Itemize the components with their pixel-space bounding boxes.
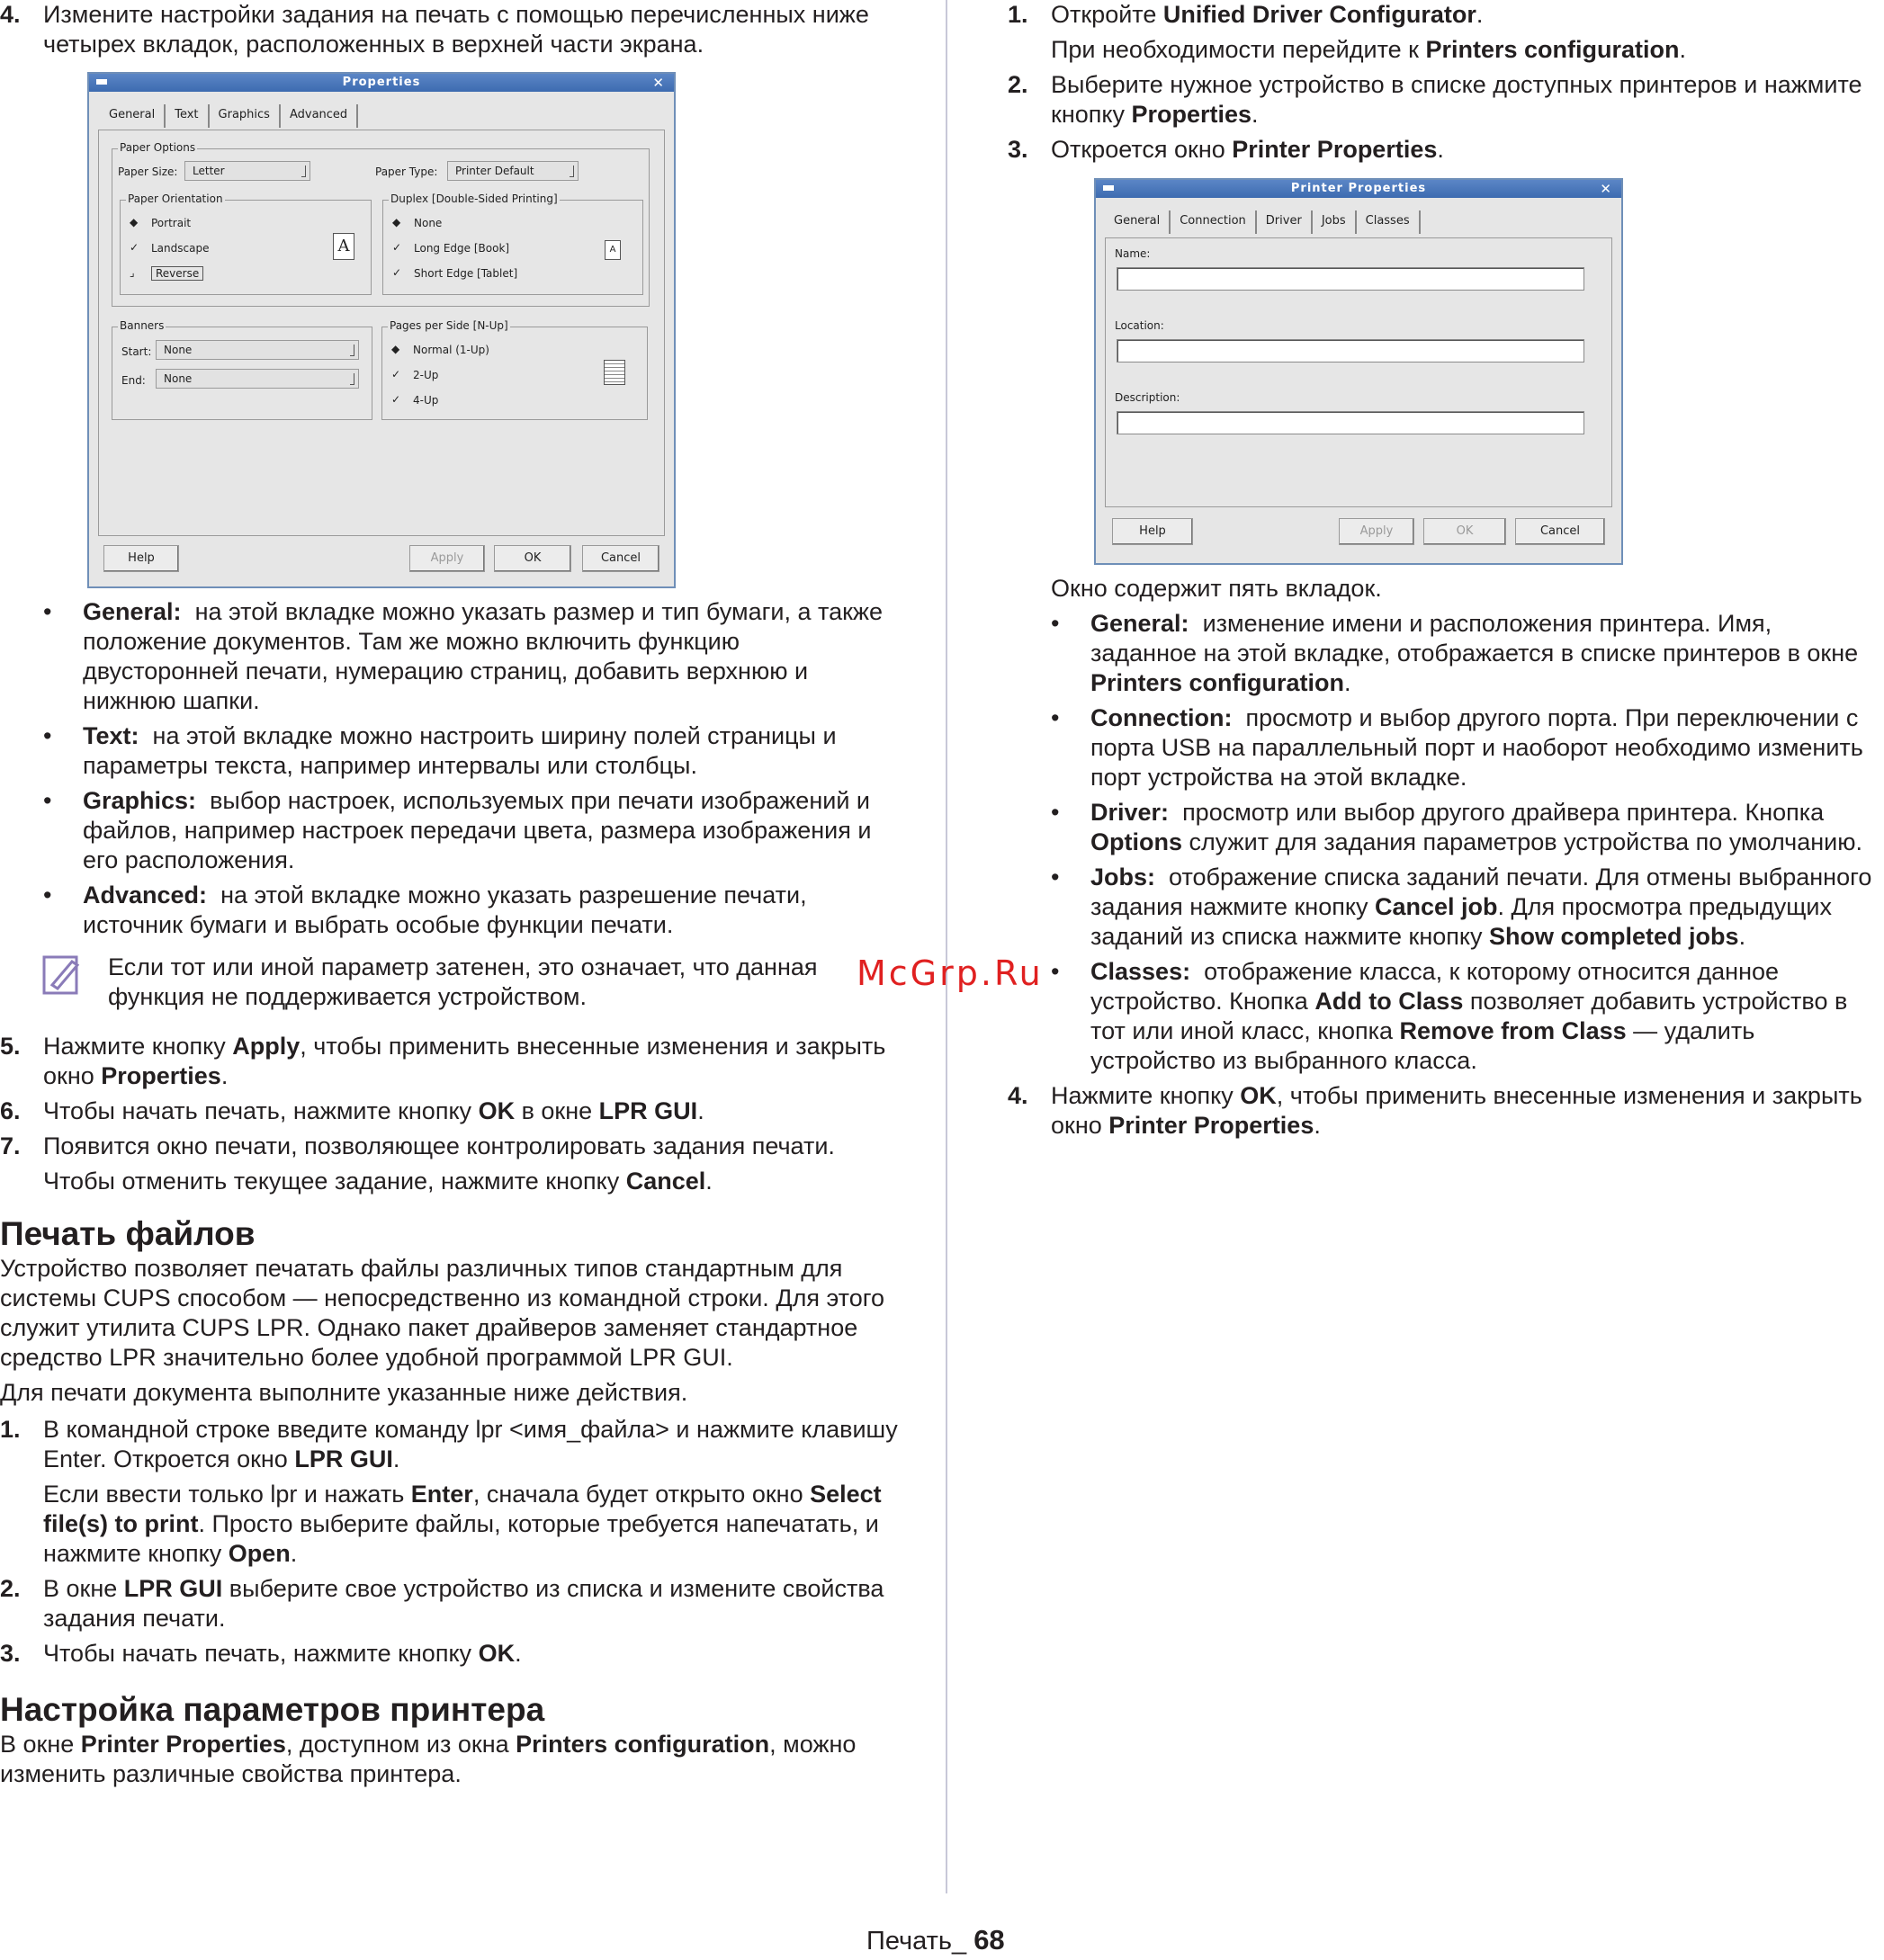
banners-group: Banners Start: None End: None — [112, 327, 372, 420]
nup-2up-radio[interactable]: ✓ 2-Up — [391, 368, 439, 381]
paper-size-select[interactable]: Letter — [184, 161, 310, 181]
paper-type-select[interactable]: Printer Default — [447, 161, 579, 181]
config-step-2: 2. Выберите нужное устройство в списке доступных принтеров и нажмите кнопку Properties. — [1008, 71, 1862, 128]
nup-preview-icon — [604, 360, 625, 385]
menu-icon[interactable] — [96, 79, 107, 85]
tab-classes[interactable]: Classes — [1357, 210, 1421, 234]
cancel-button[interactable]: Cancel — [582, 545, 659, 572]
left-column-lower — [0, 597, 900, 1789]
printer-properties-window — [1094, 178, 1623, 565]
paragraph-printer-properties: В окне Printer Properties, доступном из окна Printers configuration, можно изменить различные свойства принтера. — [0, 1731, 857, 1787]
duplex-long-edge-radio[interactable]: ✓ Long Edge [Book] — [392, 241, 510, 255]
step-5: 5. Нажмите кнопку Apply, чтобы применить внесенные изменения и закрыть окно Properties. — [0, 1033, 886, 1089]
left-column — [0, 0, 900, 59]
portrait-radio[interactable]: ◆ Portrait — [130, 216, 192, 229]
tabs-intro: Окно содержит пять вкладок. — [1051, 575, 1382, 602]
bullet-jobs: • Jobs: отображение списка заданий печати. Для отмены выбранного задания нажмите кнопку Cancel job. Для просмотра предыдущих заданий из списка нажмите кнопку Show completed jobs. — [1051, 864, 1872, 950]
watermark: McGrp.Ru — [857, 953, 1044, 993]
ok-button[interactable]: OK — [1423, 518, 1506, 545]
orientation-group: Paper Orientation ◆ Portrait ✓ Landscape ⌟ Reverse A — [120, 200, 372, 295]
tab-driver[interactable]: Driver — [1257, 210, 1313, 234]
tab-jobs[interactable]: Jobs — [1313, 210, 1357, 234]
tab-advanced[interactable]: Advanced — [281, 104, 358, 128]
cancel-button[interactable]: Cancel — [1515, 518, 1605, 545]
orientation-preview-icon: A — [333, 233, 354, 260]
nup-normal-radio[interactable]: ◆ Normal (1-Up) — [391, 343, 489, 356]
heading-printer-setup: Настройка параметров принтера — [0, 1691, 545, 1728]
help-button[interactable]: Help — [1112, 518, 1193, 545]
properties-window — [87, 72, 676, 588]
nup-group: Pages per Side [N-Up] ◆ Normal (1-Up) ✓ 2-Up ✓ 4-Up — [381, 327, 648, 420]
step-4: 4. Измените настройки задания на печать с помощью перечисленных ниже четырех вкладок, расположенных в верхней части экрана. — [0, 1, 869, 58]
apply-button[interactable]: Apply — [1339, 518, 1414, 545]
print-step-2: 2. В окне LPR GUI выберите свое устройство из списка и измените свойства задания печати. — [0, 1575, 884, 1632]
right-column — [1008, 0, 1884, 165]
step-6: 6. Чтобы начать печать, нажмите кнопку OK в окне LPR GUI. — [0, 1097, 704, 1124]
step-7: 7. Появится окно печати, позволяющее контролировать задания печати. Чтобы отменить текущее задание, нажмите кнопку Cancel. — [0, 1132, 835, 1195]
close-icon[interactable]: ✕ — [1600, 181, 1612, 197]
tab-text[interactable]: Text — [166, 104, 209, 128]
print-step-1: 1. В командной строке введите команду lpr <имя_файла> и нажмите клавишу Enter. Откроется окно LPR GUI. Если ввести только lpr и нажать Enter, сначала будет открыто окно Select file(s) to print. Просто выберите файлы, которые требуется напечатать, и нажмите кнопку Open. — [0, 1416, 898, 1567]
paper-options-group: Paper Options Paper Size: Letter Paper Type: Printer Default Paper Orientation ◆ Portrait ✓ Landscape ⌟ Reverse A Duplex [Double-Sided Printing] ◆ None ✓ Long Edge [Book] ✓ Short Edge [Tablet] A — [112, 148, 650, 307]
description-input[interactable] — [1117, 411, 1584, 434]
banner-end-select[interactable]: None — [156, 369, 359, 389]
tab-bar — [100, 104, 358, 128]
tab-general[interactable]: General — [1105, 210, 1171, 234]
tab-connection[interactable]: Connection — [1171, 210, 1257, 234]
menu-icon[interactable] — [1103, 185, 1114, 191]
right-column-lower — [1008, 574, 1884, 1141]
print-step-3: 3. Чтобы начать печать, нажмите кнопку OK. — [0, 1640, 522, 1667]
bullet-text: • Text: на этой вкладке можно настроить ширину полей страницы и параметры текста, например интервалы или столбцы. — [43, 722, 837, 779]
landscape-radio[interactable]: ✓ Landscape — [130, 241, 210, 255]
config-step-4: 4. Нажмите кнопку OK, чтобы применить внесенные изменения и закрыть окно Printer Properties. — [1008, 1082, 1862, 1139]
general-panel: Name: Location: Description: — [1105, 237, 1612, 507]
tab-bar — [1105, 210, 1421, 234]
tab-general[interactable]: General — [100, 104, 166, 128]
note: Если тот или иной параметр затенен, это означает, что данная функция не поддерживается устройством. — [0, 953, 900, 1012]
duplex-preview-icon: A — [605, 240, 621, 260]
bullet-general: • General: на этой вкладке можно указать размер и тип бумаги, а также положение документов. Там же можно включить функцию двусторонней печати, нумерацию страниц, добавить верхнюю и нижнюю шапки. — [43, 598, 883, 714]
paragraph-actions: Для печати документа выполните указанные ниже действия. — [0, 1379, 688, 1406]
duplex-none-radio[interactable]: ◆ None — [392, 216, 443, 229]
banner-start-select[interactable]: None — [156, 340, 359, 360]
ok-button[interactable]: OK — [494, 545, 571, 572]
location-input[interactable] — [1117, 339, 1584, 362]
name-input[interactable] — [1117, 267, 1584, 291]
bullet-classes: • Classes: отображение класса, к которому относится данное устройство. Кнопка Add to Class позволяет добавить устройство в тот или иной класс, кнопка Remove from Class — удалить устройство из выбранного класса. — [1051, 958, 1848, 1074]
column-divider — [946, 0, 947, 1893]
duplex-short-edge-radio[interactable]: ✓ Short Edge [Tablet] — [392, 266, 518, 280]
apply-button[interactable]: Apply — [409, 545, 485, 572]
bullet-graphics: • Graphics: выбор настроек, используемых при печати изображений и файлов, например настроек передачи цвета, размера изображения и его расположения. — [43, 787, 872, 873]
page-footer: Печать_ 68 — [866, 1924, 1005, 1956]
heading-print-files: Печать файлов — [0, 1215, 256, 1252]
window-titlebar: Printer Properties ✕ — [1096, 180, 1621, 198]
bullet-general: • General: изменение имени и расположения принтера. Имя, заданное на этой вкладке, отображается в списке принтеров в окне Printers configuration. — [1051, 610, 1859, 696]
bullet-connection: • Connection: просмотр и выбор другого порта. При переключении с порта USB на параллельный порт и наоборот необходимо изменить порт устройства на этой вкладке. — [1051, 704, 1863, 791]
window-titlebar: Properties ✕ — [89, 74, 674, 92]
close-icon[interactable]: ✕ — [652, 75, 665, 91]
tab-graphics[interactable]: Graphics — [210, 104, 281, 128]
bullet-driver: • Driver: просмотр или выбор другого драйвера принтера. Кнопка Options служит для задания параметров устройства по умолчанию. — [1051, 799, 1862, 855]
reverse-checkbox[interactable]: ⌟ Reverse — [130, 267, 203, 280]
config-step-1: 1. Откройте Unified Driver Configurator. При необходимости перейдите к Printers configuration. — [1008, 1, 1687, 63]
config-step-3: 3. Откроется окно Printer Properties. — [1008, 136, 1444, 163]
bullet-advanced: • Advanced: на этой вкладке можно указать разрешение печати, источник бумаги и выбрать особые функции печати. — [43, 882, 807, 938]
general-panel — [98, 130, 665, 536]
note-icon — [41, 954, 83, 996]
duplex-group: Duplex [Double-Sided Printing] ◆ None ✓ Long Edge [Book] ✓ Short Edge [Tablet] A — [382, 200, 643, 295]
help-button[interactable]: Help — [103, 545, 179, 572]
nup-4up-radio[interactable]: ✓ 4-Up — [391, 393, 439, 407]
paragraph-cups: Устройство позволяет печатать файлы различных типов стандартным для системы CUPS способом — непосредственно из командной строки. Для этого служит утилита CUPS LPR. Однако пакет драйверов заменяет стандартное средство LPR значительно более удобной программой LPR GUI. — [0, 1255, 885, 1371]
page-number: 68 — [973, 1924, 1005, 1956]
